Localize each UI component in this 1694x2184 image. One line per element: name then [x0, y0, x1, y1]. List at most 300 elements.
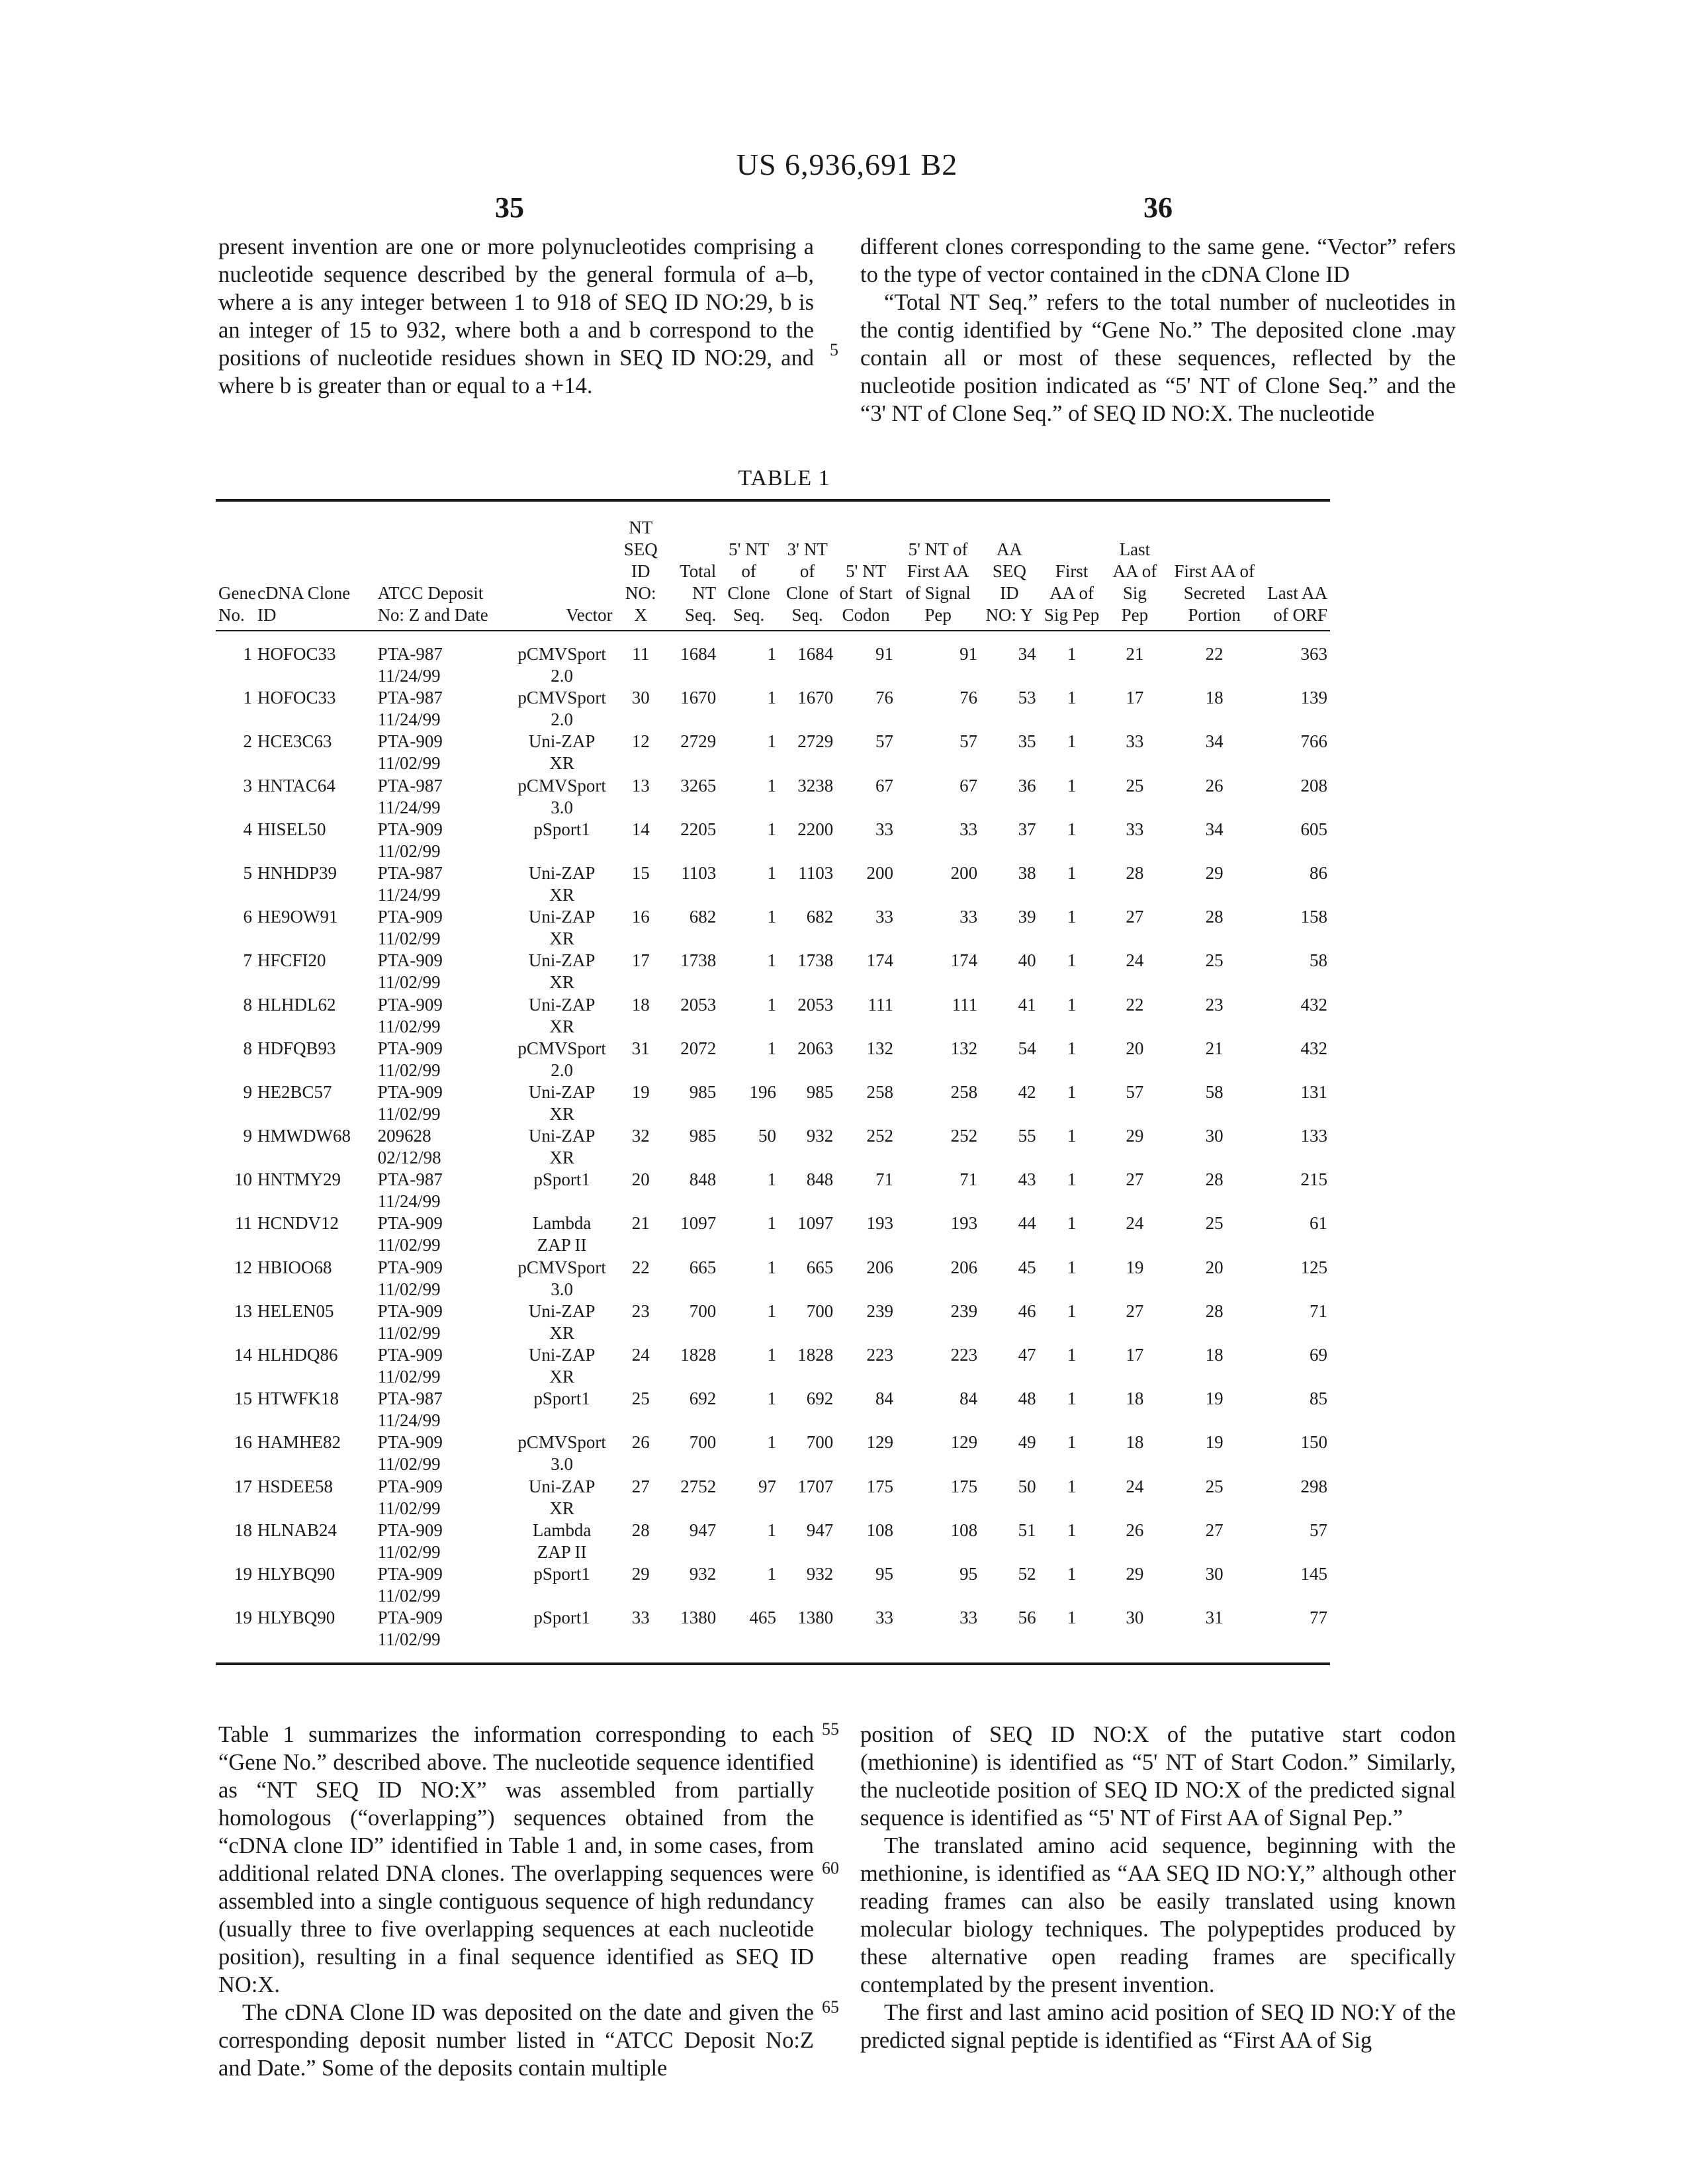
cell-text: 11/02/99	[377, 1541, 441, 1562]
cell-text: 15	[234, 1388, 252, 1409]
secreted-first-aa-cell	[1165, 862, 1264, 906]
cell-text: 42	[1018, 1081, 1036, 1102]
cell-text: 19	[1205, 1388, 1224, 1409]
cell-text: 6	[243, 907, 252, 927]
last-aa-orf-cell	[1264, 731, 1330, 774]
cell-text: 258	[866, 1081, 894, 1102]
cell-text: 1	[767, 1432, 777, 1453]
aa-seq-id-cell	[980, 1257, 1039, 1300]
vector-cell	[509, 1038, 615, 1081]
first-aa-sig-cell	[1039, 1607, 1105, 1651]
cell-text: 1	[1067, 775, 1077, 796]
aa-seq-id-cell	[980, 819, 1039, 862]
cell-text: 91	[875, 644, 894, 664]
start-codon-cell	[836, 1607, 896, 1651]
cell-text: 46	[1018, 1300, 1036, 1321]
cell-text: HCNDV12	[257, 1213, 339, 1234]
cell-text: 11/02/99	[377, 1367, 441, 1387]
cell-text: 47	[1018, 1345, 1036, 1365]
signal-pep-5nt-cell	[896, 819, 980, 862]
start-codon-cell	[836, 994, 896, 1038]
clone-id-cell	[255, 1257, 375, 1300]
cell-text: 16	[631, 907, 650, 927]
cell-text: 39	[1018, 907, 1036, 927]
total-nt-cell	[666, 906, 719, 950]
cell-text: 23	[631, 1300, 650, 1321]
cell-text: 11/24/99	[377, 884, 441, 905]
cell-text: 37	[1018, 819, 1036, 839]
cell-text: 17	[234, 1476, 252, 1496]
cell-text: 239	[950, 1300, 978, 1321]
cell-text: 61	[1310, 1213, 1327, 1234]
cell-text: 25	[631, 1388, 650, 1409]
last-aa-sig-cell	[1105, 950, 1165, 993]
cell-text: 45	[1018, 1257, 1036, 1277]
cell-text: 18	[1126, 1432, 1144, 1453]
vector-cell	[509, 687, 615, 731]
clone-5nt-cell	[719, 687, 779, 731]
cell-text: 26	[631, 1432, 650, 1453]
start-codon-cell	[836, 819, 896, 862]
cell-text: 52	[1018, 1563, 1036, 1584]
cell-text: PTA-909	[377, 1038, 443, 1058]
signal-pep-5nt-cell	[896, 1169, 980, 1212]
cell-text: 41	[1018, 994, 1036, 1015]
aa-seq-id-cell	[980, 731, 1039, 774]
cell-text: 145	[1300, 1563, 1327, 1584]
deposit-cell	[375, 994, 509, 1038]
table-row	[216, 1212, 1330, 1256]
secreted-first-aa-cell	[1165, 1388, 1264, 1432]
cell-text: 692	[689, 1388, 717, 1409]
cell-text: 932	[806, 1126, 834, 1146]
clone-3nt-cell	[779, 994, 836, 1038]
signal-pep-5nt-cell	[896, 1038, 980, 1081]
cell-text: 1	[1067, 1520, 1077, 1540]
first-aa-sig-cell	[1039, 819, 1105, 862]
cell-text: pSport1	[533, 1169, 590, 1190]
cell-text: PTA-987	[377, 1388, 443, 1409]
gene-no-cell	[216, 1344, 255, 1388]
last-aa-sig-cell	[1105, 1432, 1165, 1475]
cell-text: 53	[1018, 688, 1036, 708]
signal-pep-5nt-cell	[896, 1476, 980, 1520]
cell-text: 7	[243, 950, 252, 971]
last-aa-orf-cell	[1264, 1520, 1330, 1563]
cell-text: 432	[1300, 994, 1327, 1015]
clone-3nt-cell	[779, 630, 836, 687]
cell-text: 932	[689, 1563, 717, 1584]
cell-text: 11/02/99	[377, 1585, 441, 1606]
cell-text: 11/02/99	[377, 929, 441, 949]
cell-text: 31	[631, 1038, 650, 1058]
cell-text: 1	[767, 1169, 777, 1190]
column-header: Last AA of ORF	[1267, 583, 1327, 625]
cell-text: 95	[875, 1563, 894, 1584]
cell-text: 2729	[680, 731, 717, 752]
paragraph: The cDNA Clone ID was deposited on the date and given the corresponding deposit number listed in “ATCC Deposit No:Z and Date.” Some of the deposits contain multiple	[218, 2000, 814, 2081]
cell-text: Uni-ZAP	[528, 1126, 596, 1146]
total-nt-cell	[666, 1607, 719, 1651]
signal-pep-5nt-cell	[896, 1081, 980, 1125]
gene-no-cell	[216, 1300, 255, 1344]
cell-text: 25	[1205, 1476, 1224, 1496]
first-aa-sig-cell	[1039, 1169, 1105, 1212]
last-aa-orf-cell	[1264, 775, 1330, 819]
cell-text: 200	[866, 862, 894, 883]
cell-text: XR	[549, 1016, 574, 1036]
cell-text: 8	[243, 994, 252, 1015]
cell-text: 1	[1067, 644, 1077, 664]
secreted-first-aa-cell	[1165, 1125, 1264, 1169]
cell-text: 24	[631, 1345, 650, 1365]
cell-text: 682	[806, 907, 834, 927]
table-title: TABLE 1	[738, 466, 830, 490]
cell-text: 35	[1018, 731, 1036, 752]
secreted-first-aa-cell	[1165, 819, 1264, 862]
cell-text: 1738	[797, 950, 834, 971]
last-aa-sig-cell	[1105, 687, 1165, 731]
cell-text: 1	[1067, 950, 1077, 971]
cell-text: 3.0	[551, 1454, 573, 1475]
patent-number: US 6,936,691 B2	[736, 148, 958, 181]
cell-text: 1	[1067, 1476, 1077, 1496]
deposit-cell	[375, 1038, 509, 1081]
cell-text: 22	[1205, 644, 1224, 664]
cell-text: 76	[875, 688, 894, 708]
cell-text: 30	[631, 688, 650, 708]
cell-text: 18	[1126, 1388, 1144, 1409]
secreted-first-aa-cell	[1165, 687, 1264, 731]
cell-text: PTA-909	[377, 1345, 443, 1365]
cell-text: 57	[1310, 1520, 1327, 1540]
vector-cell	[509, 630, 615, 687]
paragraph: position of SEQ ID NO:X of the putative start codon (methionine) is identified as “5' NT of Start Codon.” Similarly, the nucleotide position of SEQ ID NO:X of the predicted signal sequence is identified as “5' NT of First AA of Signal Pep.”	[860, 1722, 1456, 1831]
clone-id-cell	[255, 1563, 375, 1607]
last-aa-orf-cell	[1264, 1388, 1330, 1432]
cell-text: 1	[1067, 1126, 1077, 1146]
cell-text: 1	[767, 775, 777, 796]
cell-text: 1	[1067, 1081, 1077, 1102]
first-aa-sig-cell	[1039, 950, 1105, 993]
cell-text: Uni-ZAP	[528, 1476, 596, 1496]
first-aa-sig-cell	[1039, 1520, 1105, 1563]
cell-text: 28	[1205, 1169, 1224, 1190]
gene-no-cell	[216, 950, 255, 993]
cell-text: PTA-987	[377, 1169, 443, 1190]
cell-text: ZAP II	[537, 1235, 587, 1255]
last-aa-orf-cell	[1264, 630, 1330, 687]
cell-text: 2072	[680, 1038, 717, 1058]
deposit-cell	[375, 630, 509, 687]
column-header: ATCC Deposit No: Z and Date	[377, 583, 488, 625]
clone-3nt-cell	[779, 1344, 836, 1388]
deposit-cell	[375, 1563, 509, 1607]
cell-text: 111	[952, 994, 978, 1015]
clone-id-cell	[255, 1038, 375, 1081]
start-codon-cell	[836, 862, 896, 906]
clone-id-cell	[255, 775, 375, 819]
nt-seq-id-cell	[615, 819, 666, 862]
total-nt-cell	[666, 1212, 719, 1256]
cell-text: 700	[806, 1300, 834, 1321]
cell-text: 9	[243, 1081, 252, 1102]
cell-text: 28	[1126, 862, 1144, 883]
cell-text: 985	[806, 1081, 834, 1102]
cell-text: 33	[875, 1608, 894, 1628]
cell-text: 1670	[680, 688, 717, 708]
cell-text: 1	[767, 862, 777, 883]
cell-text: 40	[1018, 950, 1036, 971]
first-aa-sig-cell	[1039, 994, 1105, 1038]
cell-text: XR	[549, 972, 574, 993]
signal-pep-5nt-cell	[896, 1344, 980, 1388]
last-aa-sig-cell	[1105, 1169, 1165, 1212]
paragraph: “Total NT Seq.” refers to the total number of nucleotides in the contig identified by “Gene No.” The deposited clone .may contain all or most of these sequences, reflected by the nucleotide position indicated as “5' NT of Clone Seq.” and the “3' NT of Clone Seq.” of SEQ ID NO:X. The nucleotide	[860, 290, 1456, 426]
cell-text: 77	[1310, 1608, 1327, 1628]
cell-text: PTA-909	[377, 1476, 443, 1496]
last-aa-orf-cell	[1264, 1257, 1330, 1300]
cell-text: 1	[767, 994, 777, 1015]
cell-text: 1	[1067, 1300, 1077, 1321]
cell-text: 21	[1126, 644, 1144, 664]
cell-text: PTA-909	[377, 1608, 443, 1628]
table-row	[216, 731, 1330, 774]
cell-text: pSport1	[533, 819, 590, 839]
cell-text: 11/02/99	[377, 1103, 441, 1124]
nt-seq-id-cell	[615, 1125, 666, 1169]
vector-cell	[509, 1563, 615, 1607]
total-nt-cell	[666, 1388, 719, 1432]
cell-text: 1	[1067, 1563, 1077, 1584]
cell-text: 43	[1018, 1169, 1036, 1190]
cell-text: 129	[866, 1432, 894, 1453]
cell-text: 57	[1126, 1081, 1144, 1102]
table-row	[216, 1520, 1330, 1563]
cell-text: 1	[1067, 1169, 1077, 1190]
signal-pep-5nt-cell	[896, 1388, 980, 1432]
cell-text: 1	[1067, 1257, 1077, 1277]
table-row	[216, 687, 1330, 731]
cell-text: 36	[1018, 775, 1036, 796]
deposit-cell	[375, 1476, 509, 1520]
first-aa-sig-cell	[1039, 1257, 1105, 1300]
signal-pep-5nt-cell	[896, 1257, 980, 1300]
paragraph: present invention are one or more polynucleotides comprising a nucleotide sequence described by the general formula of a–b, where a is any integer between 1 to 918 of SEQ ID NO:29, b is an integer of 15 to 932, where both a and b correspond to the positions of nucleotide residues shown in SEQ ID NO:29, and where b is greater than or equal to a +14.	[218, 234, 814, 398]
cell-text: 132	[866, 1038, 894, 1058]
last-aa-orf-cell	[1264, 1081, 1330, 1125]
nt-seq-id-cell	[615, 862, 666, 906]
clone-3nt-cell	[779, 1388, 836, 1432]
cell-text: 2	[243, 731, 252, 752]
cell-text: 18	[631, 994, 650, 1015]
last-aa-sig-cell	[1105, 1344, 1165, 1388]
secreted-first-aa-cell	[1165, 1300, 1264, 1344]
last-aa-sig-cell	[1105, 731, 1165, 774]
vector-cell	[509, 1432, 615, 1475]
secreted-first-aa-cell	[1165, 1476, 1264, 1520]
cell-text: 1	[1067, 1213, 1077, 1234]
cell-text: 29	[1126, 1563, 1144, 1584]
cell-text: 34	[1205, 819, 1224, 839]
last-aa-sig-cell	[1105, 994, 1165, 1038]
secreted-first-aa-cell	[1165, 950, 1264, 993]
cell-text: 11/24/99	[377, 709, 441, 730]
cell-text: 85	[1310, 1388, 1327, 1409]
clone-5nt-cell	[719, 1520, 779, 1563]
table-row	[216, 1038, 1330, 1081]
vector-cell	[509, 819, 615, 862]
line-number: 60	[822, 1858, 839, 1878]
nt-seq-id-cell	[615, 1212, 666, 1256]
first-aa-sig-cell	[1039, 1432, 1105, 1475]
last-aa-orf-cell	[1264, 1125, 1330, 1169]
cell-text: 28	[1205, 1300, 1224, 1321]
cell-text: XR	[549, 1367, 574, 1387]
aa-seq-id-cell	[980, 687, 1039, 731]
cell-text: 17	[1126, 1345, 1144, 1365]
deposit-cell	[375, 1432, 509, 1475]
deposit-cell	[375, 731, 509, 774]
first-aa-sig-cell	[1039, 1300, 1105, 1344]
cell-text: 174	[866, 950, 894, 971]
cell-text: 1	[767, 1563, 777, 1584]
cell-text: 58	[1310, 950, 1327, 971]
start-codon-cell	[836, 1432, 896, 1475]
table-header-row	[216, 510, 1330, 630]
total-nt-cell	[666, 1476, 719, 1520]
cell-text: 11/24/99	[377, 1410, 441, 1431]
cell-text: 44	[1018, 1213, 1036, 1234]
table-top-rule	[216, 499, 1330, 502]
cell-text: 3265	[680, 775, 717, 796]
total-nt-cell	[666, 775, 719, 819]
cell-text: 11/02/99	[377, 1629, 441, 1650]
cell-text: 1	[767, 1345, 777, 1365]
last-aa-sig-cell	[1105, 906, 1165, 950]
cell-text: HCE3C63	[257, 731, 332, 752]
cell-text: 19	[631, 1081, 650, 1102]
cell-text: 18	[1205, 1345, 1224, 1365]
cell-text: Uni-ZAP	[528, 1345, 596, 1365]
column-header: cDNA Clone ID	[257, 583, 351, 625]
nt-seq-id-cell	[615, 1169, 666, 1212]
aa-seq-id-cell	[980, 1344, 1039, 1388]
cell-text: PTA-987	[377, 775, 443, 796]
cell-text: 2063	[797, 1038, 834, 1058]
clone-5nt-cell	[719, 1081, 779, 1125]
cell-text: 84	[959, 1388, 978, 1409]
cell-text: 175	[950, 1476, 978, 1496]
cell-text: 1828	[680, 1345, 717, 1365]
clone-3nt-cell	[779, 1125, 836, 1169]
cell-text: 33	[959, 819, 978, 839]
first-aa-sig-cell	[1039, 1125, 1105, 1169]
cell-text: 97	[758, 1476, 777, 1496]
deposit-cell	[375, 1212, 509, 1256]
cell-text: 174	[950, 950, 978, 971]
cell-text: 20	[631, 1169, 650, 1190]
cell-text: 258	[950, 1081, 978, 1102]
cell-text: 2053	[797, 994, 834, 1015]
clone-3nt-cell	[779, 775, 836, 819]
cell-text: HNTMY29	[257, 1169, 341, 1190]
aa-seq-id-cell	[980, 950, 1039, 993]
secreted-first-aa-cell	[1165, 1344, 1264, 1388]
clone-3nt-cell	[779, 1432, 836, 1475]
secreted-first-aa-cell	[1165, 1257, 1264, 1300]
column-header: Gene No.	[218, 583, 256, 625]
cell-text: Uni-ZAP	[528, 1081, 596, 1102]
table-bottom-rule	[216, 1662, 1330, 1665]
nt-seq-id-cell	[615, 1388, 666, 1432]
cell-text: 69	[1310, 1345, 1327, 1365]
last-aa-sig-cell	[1105, 1388, 1165, 1432]
cell-text: 223	[950, 1345, 978, 1365]
cell-text: PTA-909	[377, 731, 443, 752]
total-nt-cell	[666, 994, 719, 1038]
cell-text: 56	[1018, 1608, 1036, 1628]
cell-text: HSDEE58	[257, 1476, 333, 1496]
aa-seq-id-cell	[980, 1169, 1039, 1212]
cell-text: 27	[631, 1476, 650, 1496]
cell-text: 1	[767, 1213, 777, 1234]
cell-text: 91	[959, 644, 978, 664]
vector-cell	[509, 1388, 615, 1432]
cell-text: 19	[1205, 1432, 1224, 1453]
cell-text: 23	[1205, 994, 1224, 1015]
cell-text: 71	[1310, 1300, 1327, 1321]
clone-5nt-cell	[719, 1125, 779, 1169]
table-row	[216, 775, 1330, 819]
cell-text: 1	[243, 688, 252, 708]
last-aa-sig-cell	[1105, 862, 1165, 906]
cell-text: pCMVSport	[517, 775, 606, 796]
cell-text: 5	[243, 862, 252, 883]
clone-id-cell	[255, 862, 375, 906]
cell-text: 27	[1205, 1520, 1224, 1540]
deposit-cell	[375, 1300, 509, 1344]
start-codon-cell	[836, 687, 896, 731]
cell-text: 32	[631, 1126, 650, 1146]
cell-text: HOFOC33	[257, 688, 336, 708]
clone-id-cell	[255, 1432, 375, 1475]
cell-text: 33	[959, 907, 978, 927]
cell-text: 34	[1018, 644, 1036, 664]
clone-id-cell	[255, 1476, 375, 1520]
cell-text: HELEN05	[257, 1300, 334, 1321]
cell-text: 1	[767, 950, 777, 971]
cell-text: 57	[875, 731, 894, 752]
cell-text: 132	[950, 1038, 978, 1058]
cell-text: 28	[631, 1520, 650, 1540]
clone-5nt-cell	[719, 1257, 779, 1300]
vector-cell	[509, 1520, 615, 1563]
clone-id-cell	[255, 1169, 375, 1212]
paragraph: The first and last amino acid position of SEQ ID NO:Y of the predicted signal peptide is identified as “First AA of Sig	[860, 2000, 1456, 2053]
secreted-first-aa-cell	[1165, 906, 1264, 950]
cell-text: XR	[549, 1103, 574, 1124]
cell-text: 1707	[797, 1476, 834, 1496]
start-codon-cell	[836, 775, 896, 819]
cell-text: 947	[806, 1520, 834, 1540]
cell-text: 33	[1126, 731, 1144, 752]
aa-seq-id-cell	[980, 1520, 1039, 1563]
last-aa-orf-cell	[1264, 1300, 1330, 1344]
table-row	[216, 994, 1330, 1038]
signal-pep-5nt-cell	[896, 630, 980, 687]
cell-text: 11/24/99	[377, 797, 441, 817]
